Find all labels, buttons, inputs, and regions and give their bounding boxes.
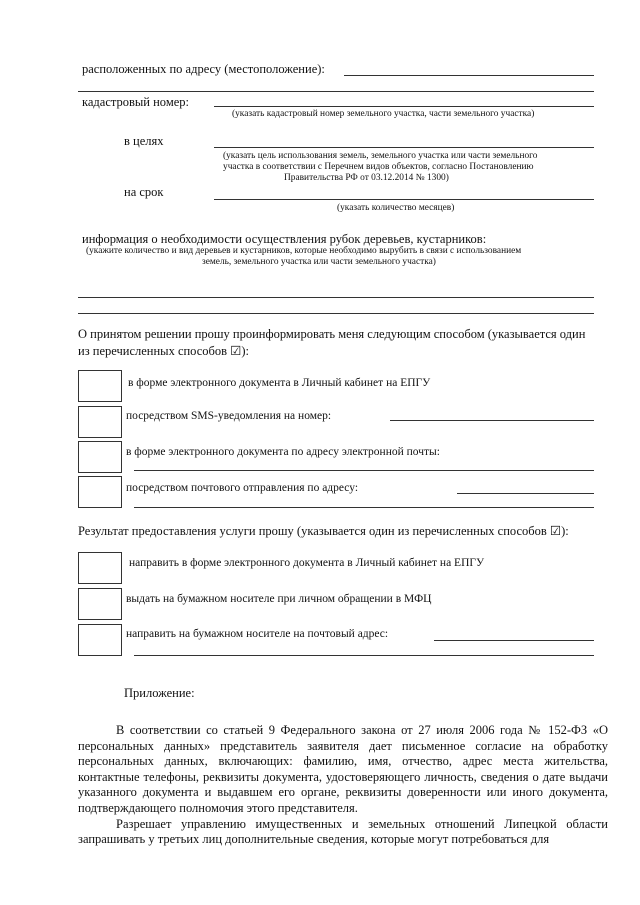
result-option-checkbox[interactable] xyxy=(78,588,122,620)
inform-option-checkbox[interactable] xyxy=(78,370,122,402)
postal-address-field-line-2[interactable] xyxy=(134,507,594,508)
purpose-field[interactable] xyxy=(214,147,594,148)
inform-option-label: в форме электронного документа в Личный кабинет на ЕПГУ xyxy=(128,377,431,389)
inform-option-label: посредством почтового отправления по адресу: xyxy=(126,482,359,494)
purpose-hint-line: (указать цель использования земель, земельного участка или части земельного xyxy=(223,151,538,161)
cutting-field-line-2[interactable] xyxy=(78,313,594,314)
location-field[interactable] xyxy=(344,75,594,76)
purpose-hint-line: Правительства РФ от 03.12.2014 № 1300) xyxy=(284,173,449,183)
location-label: расположенных по адресу (местоположение): xyxy=(82,62,325,76)
result-option-label: направить на бумажном носителе на почтовый адрес: xyxy=(126,628,389,640)
inform-option-checkbox[interactable] xyxy=(78,441,122,473)
purpose-label: в целях xyxy=(124,134,164,148)
result-postal-address-field[interactable] xyxy=(434,640,594,641)
inform-option-checkbox[interactable] xyxy=(78,406,122,438)
cutting-hint-line: земель, земельного участка или части земельного участка) xyxy=(202,257,436,267)
location-field-line-2[interactable] xyxy=(78,91,594,92)
cutting-label: информация о необходимости осуществления рубок деревьев, кустарников: xyxy=(82,232,487,246)
result-intro: Результат предоставления услуги прошу (указывается один из перечисленных способов ☑): xyxy=(78,524,569,538)
consent-text xyxy=(78,723,608,848)
cadastral-number-field[interactable] xyxy=(214,106,594,107)
consent-paragraph: Разрешает управлению имущественных и земельных отношений Липецкой области запрашивать у третьих лиц дополнительные сведения, которые могут потребоваться для xyxy=(78,816,608,847)
cutting-hint-line: (укажите количество и вид деревьев и кустарников, которые необходимо вырубить в связи с использованием xyxy=(86,246,522,256)
postal-address-field[interactable] xyxy=(457,493,594,494)
term-label: на срок xyxy=(124,185,164,199)
consent-paragraph: В соответствии со статьей 9 Федерального закона от 27 июля 2006 года № 152-ФЗ «О персональных данных» представитель заявителя дает письменное согласие на обработку персональных данных, включающих: фамилию, имя, отчество, адрес места жительства, контактные телефоны, реквизиты документа, удостоверяющего личность, сведения о дате выдачи указанного документа и выдавшем его органе, реквизиты доверенности или иного документа, подтверждающего полномочия этого представителя. xyxy=(78,723,608,815)
cutting-field-line-1[interactable] xyxy=(78,297,594,298)
purpose-hint-line: участка в соответствии с Перечнем видов объектов, согласно Постановлению xyxy=(223,162,534,172)
cadastral-hint: (указать кадастровый номер земельного участка, части земельного участка) xyxy=(232,109,535,119)
inform-option-label: посредством SMS-уведомления на номер: xyxy=(126,410,332,422)
inform-option-checkbox[interactable] xyxy=(78,476,122,508)
result-option-checkbox[interactable] xyxy=(78,624,122,656)
term-field[interactable] xyxy=(214,199,594,200)
inform-option-label: в форме электронного документа по адресу электронной почты: xyxy=(126,446,440,458)
result-option-label: направить в форме электронного документа в Личный кабинет на ЕПГУ xyxy=(129,557,485,569)
sms-phone-field[interactable] xyxy=(390,420,594,421)
result-postal-address-field-line-2[interactable] xyxy=(134,655,594,656)
result-option-checkbox[interactable] xyxy=(78,552,122,584)
inform-intro-line: О принятом решении прошу проинформировать меня следующим способом (указывается один xyxy=(78,327,586,341)
inform-intro-line: из перечисленных способов ☑): xyxy=(78,344,250,358)
result-option-label: выдать на бумажном носителе при личном обращении в МФЦ xyxy=(126,593,432,605)
term-hint: (указать количество месяцев) xyxy=(337,203,455,213)
cadastral-label: кадастровый номер: xyxy=(82,95,190,109)
attachment-label: Приложение: xyxy=(124,686,195,700)
email-address-field[interactable] xyxy=(134,470,594,471)
